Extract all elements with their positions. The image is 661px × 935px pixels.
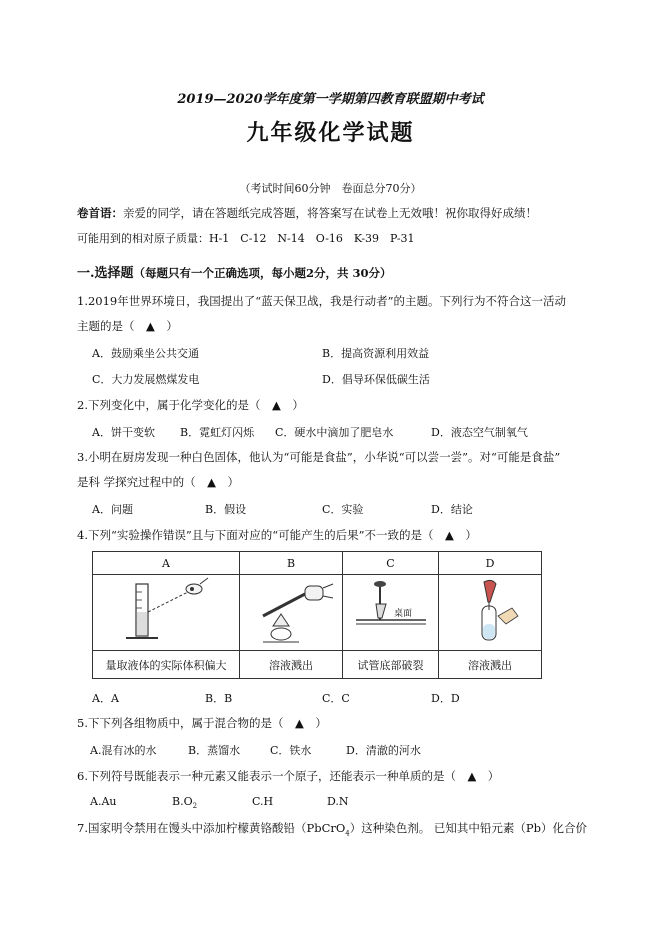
q3-option-d: D．结论 (431, 503, 473, 516)
q4-option-b: B．B (205, 692, 233, 705)
table-header-b: B (240, 552, 343, 575)
preface-text: 亲爱的同学，请在答题纸完成答题，将答案写在试卷上无效哦！祝你取得好成绩！ (123, 206, 537, 220)
section-note: （每题只有一个正确选项，每小题2分，共 30分） (133, 266, 392, 280)
q6-option-d: D.N (327, 795, 349, 808)
section-heading (77, 262, 392, 281)
q6-option-b-text: B.O (172, 795, 193, 808)
q1-option-b: B．提高资源利用效益 (322, 347, 430, 360)
exam-name: 2019—2020学年度第一学期第四教育联盟期中考试 (177, 92, 484, 107)
q5-option-d: D．清澈的河水 (346, 744, 421, 757)
q5-option-c: C．铁水 (270, 744, 312, 757)
q7-text-1: 7.国家明令禁用在馒头中添加柠檬黄铬酸铅（PbCrO (77, 821, 346, 835)
q1-line1: 1.2019年世界环境日，我国提出了“蓝天保卫战，我是行动者”的主题。下列行为不符合这一活动 (77, 294, 566, 308)
q7-subscript: 4 (345, 829, 350, 838)
q2-stem: 2.下列变化中，属于化学变化的是（ ▲ ） (77, 398, 304, 412)
table-header-d: D (439, 552, 542, 575)
table-caption-c: 试管底部破裂 (343, 651, 439, 679)
q3-option-b: B．假设 (205, 503, 247, 516)
q7-line (77, 820, 587, 841)
figure-a-cell (93, 575, 240, 651)
table-header-c: C (343, 552, 439, 575)
q1-option-a: A．鼓励乘坐公共交通 (92, 347, 199, 360)
q4-stem: 4.下列“实验操作错误”且与下面对应的“可能产生的后果”不一致的是（ ▲ ） (77, 528, 477, 542)
table-caption-b: 溶液溅出 (240, 651, 343, 679)
q6-stem: 6.下列符号既能表示一种元素又能表示一个原子，还能表示一种单质的是（ ▲ ） (77, 769, 500, 783)
desk-label: 桌面 (393, 608, 412, 618)
q4-option-d: D．D (431, 692, 460, 705)
graduated-cylinder-figure (96, 576, 236, 646)
subject-title: 九年级化学试题 (246, 120, 415, 146)
atomic-masses: 可能用到的相对原子质量：H-1 C-12 N-14 O-16 K-39 P-31 (77, 232, 415, 245)
q2-option-c: C．硬水中滴加了肥皂水 (275, 426, 394, 439)
q6-option-c: C.H (252, 795, 274, 808)
q3-line1: 3.小明在厨房发现一种白色固体，他认为“可能是食盐”，小华说“可以尝一尝”。对“可能是食盐” (77, 450, 561, 464)
q4-option-a: A．A (92, 692, 119, 705)
preface-label: 卷首语： (77, 206, 123, 220)
table-caption-d: 溶液溅出 (439, 651, 542, 679)
q5-option-a: A.混有冰的水 (90, 744, 157, 757)
q1-line2: 主题的是（ ▲ ） (77, 319, 178, 333)
q3-option-a: A．问题 (92, 503, 133, 516)
q7-text-2: ）这种染色剂。 已知其中铅元素（Pb）化合价 (349, 821, 588, 835)
q2-option-b: B．霓虹灯闪烁 (180, 426, 255, 439)
figure-c-cell (343, 575, 439, 651)
time-info: （考试时间60分钟 卷面总分70分） (239, 182, 422, 195)
q3-line2: 是科 学探究过程中的（ ▲ ） (77, 475, 239, 489)
q2-option-d: D．液态空气制氧气 (431, 426, 528, 439)
q4-option-c: C．C (322, 692, 350, 705)
heating-tube-figure (243, 576, 339, 646)
table-header-a: A (93, 552, 240, 575)
q3-option-c: C．实验 (322, 503, 364, 516)
q1-option-d: D．倡导环保低碳生活 (322, 373, 430, 386)
q5-option-b: B．蒸馏水 (188, 744, 241, 757)
q6-option-b (172, 795, 197, 810)
q6-option-b-subscript: 2 (192, 802, 198, 811)
q6-option-a: A.Au (90, 795, 117, 808)
section-title: 一.选择题 (77, 266, 134, 281)
q2-option-a: A．饼干变软 (92, 426, 155, 439)
experiment-table (92, 551, 542, 679)
table-caption-a: 量取液体的实际体积偏大 (93, 651, 240, 679)
preface (77, 205, 537, 221)
q1-option-c: C．大力发展燃煤发电 (92, 373, 200, 386)
q5-stem: 5.下下列各组物质中，属于混合物的是（ ▲ ） (77, 716, 327, 730)
figure-d-cell (439, 575, 542, 651)
dropper-figure (442, 576, 538, 646)
figure-b-cell (240, 575, 343, 651)
tube-on-desk-figure (346, 576, 436, 646)
